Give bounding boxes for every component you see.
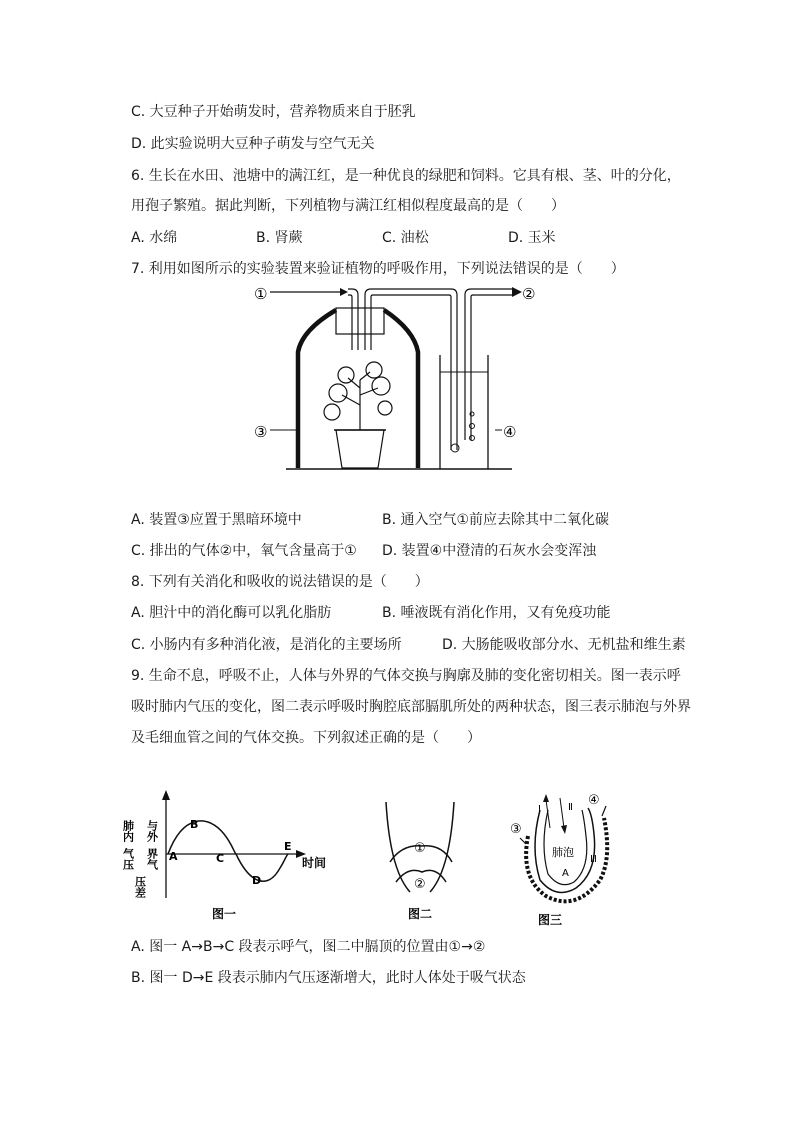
q9-option-a: A. 图一 A→B→C 段表示呼气，图二中膈顶的位置由①→② <box>131 939 486 955</box>
q7-label-1: ① <box>254 285 268 303</box>
fig1-point-d: D <box>252 874 262 887</box>
q9-figure1-pressure-curve <box>121 790 343 925</box>
fig3-label-3: ③ <box>510 822 522 837</box>
q6-stem-line1: 6. 生长在水田、池塘中的满江红，是一种优良的绿肥和饲料。它具有根、茎、叶的分化， <box>131 168 681 184</box>
q6-stem-line2: 用孢子繁殖。据此判断，下列植物与满江红相似程度最高的是（ ） <box>131 198 565 214</box>
q7-label-2: ② <box>522 285 536 303</box>
q8-option-c: C. 小肠内有多种消化液，是消化的主要场所 <box>131 637 402 653</box>
fig3-label-4: ④ <box>588 793 600 808</box>
q7-label-3: ③ <box>254 423 268 441</box>
q7-respiration-apparatus-figure <box>250 280 550 475</box>
q7-label-4: ④ <box>503 423 517 441</box>
fig2-label-2: ② <box>414 877 426 892</box>
fig3-alveolus-label: 肺泡 <box>552 846 574 859</box>
fig1-point-b: B <box>190 818 199 831</box>
q9-stem-line1: 9. 生命不息，呼吸不止，人体与外界的气体交换与胸廓及肺的变化密切相关。图一表示呼 <box>131 668 681 684</box>
fig1-point-e: E <box>284 840 292 853</box>
q9-option-b: B. 图一 D→E 段表示肺内气压逐渐增大，此时人体处于吸气状态 <box>131 970 526 986</box>
q7-option-a: A. 装置③应置于黑暗环境中 <box>131 512 302 528</box>
q6-option-b: B. 肾蕨 <box>256 230 303 246</box>
q8-option-b: B. 唾液既有消化作用，又有免疫功能 <box>382 605 611 621</box>
fig1-ylabel-col1: 肺内 <box>121 820 135 842</box>
q8-stem: 8. 下列有关消化和吸收的说法错误的是（ ） <box>131 574 429 590</box>
fig1-ylabel-col5: 压差 <box>133 876 147 898</box>
q9-stem-line2: 吸时肺内气压的变化，图二表示呼吸时胸腔底部膈肌所处的两种状态，图三表示肺泡与外界 <box>131 699 691 715</box>
q9-figure2-diaphragm <box>380 800 465 925</box>
fig1-xlabel: 时间 <box>302 856 327 870</box>
q5-option-d: D. 此实验说明大豆种子萌发与空气无关 <box>131 136 375 152</box>
fig3-label-II: Ⅱ <box>568 802 573 813</box>
q7-option-c: C. 排出的气体②中，氧气含量高于① <box>131 543 357 559</box>
q9-stem-line3: 及毛细血管之间的气体交换。下列叙述正确的是（ ） <box>131 730 481 746</box>
q9-figure3-alveolus <box>506 788 616 928</box>
fig2-label-1: ① <box>414 841 426 856</box>
fig1-ylabel-col2: 气压 <box>121 848 135 870</box>
q6-option-c: C. 油松 <box>382 230 429 246</box>
fig2-caption: 图二 <box>408 907 433 921</box>
q8-option-a: A. 胆汁中的消化酶可以乳化脂肪 <box>131 605 332 621</box>
fig3-caption: 图三 <box>538 913 563 927</box>
fig3-label-A: A <box>562 868 569 879</box>
q7-option-d: D. 装置④中澄清的石灰水会变浑浊 <box>382 543 597 559</box>
q6-option-d: D. 玉米 <box>508 230 556 246</box>
q5-option-c: C. 大豆种子开始萌发时，营养物质来自于胚乳 <box>131 104 416 120</box>
fig1-ylabel-col3: 与外 <box>145 820 159 842</box>
fig1-point-c: C <box>216 852 225 865</box>
q7-stem: 7. 利用如图所示的实验装置来验证植物的呼吸作用，下列说法错误的是（ ） <box>131 261 625 277</box>
q7-option-b: B. 通入空气①前应去除其中二氧化碳 <box>382 512 610 528</box>
q6-option-a: A. 水绵 <box>131 230 178 246</box>
fig1-ylabel <box>122 819 159 898</box>
fig3-label-I: Ⅰ <box>538 804 541 815</box>
fig1-ylabel-col4: 界气 <box>145 848 159 870</box>
fig1-caption: 图一 <box>212 907 237 921</box>
fig1-point-a: A <box>169 850 178 863</box>
fig3-label-III: Ⅲ <box>590 854 597 865</box>
q8-option-d: D. 大肠能吸收部分水、无机盐和维生素 <box>442 637 686 653</box>
